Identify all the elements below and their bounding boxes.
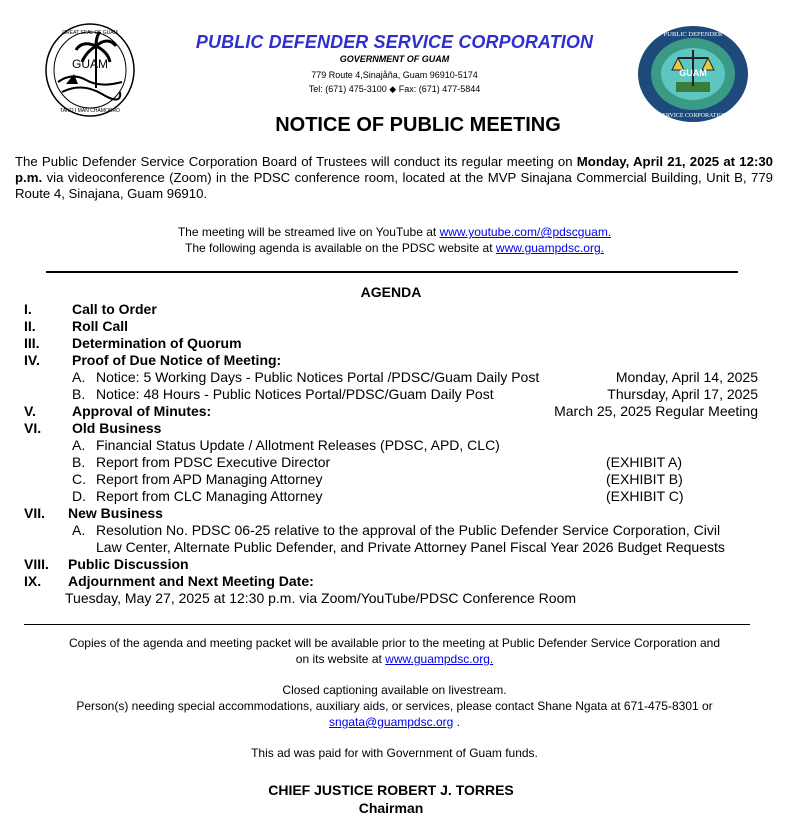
divider-bottom <box>24 624 750 625</box>
agenda-right-value: Thursday, April 17, 2025 <box>607 386 758 402</box>
page-title: NOTICE OF PUBLIC MEETING <box>275 114 561 136</box>
captioning-text: Closed captioning available on livestream. <box>282 683 507 697</box>
stream-line-2 <box>0 240 789 256</box>
agenda-row <box>24 420 764 437</box>
agenda-available-text: The following agenda is available on the PDSC website at <box>185 241 496 255</box>
agenda-row <box>24 386 764 403</box>
agenda-item-label: Old Business <box>72 420 162 436</box>
agenda-item-label: Determination of Quorum <box>72 335 242 351</box>
copies-text: on its website at <box>295 652 386 666</box>
email-line <box>0 714 789 730</box>
copies-line-1: Copies of the agenda and meeting packet will be available prior to the meeting at Public Defender Service Corporation and <box>68 636 721 650</box>
signature-role: Chairman <box>358 800 424 816</box>
agenda-item-label: New Business <box>68 505 163 521</box>
agenda-subitem-letter: B. <box>72 386 86 402</box>
agenda-title: AGENDA <box>360 284 422 300</box>
agenda-subitem-text: Resolution No. PDSC 06-25 relative to the approval of the Public Defender Service Corporation, Civil <box>96 522 721 538</box>
exhibit-label: (EXHIBIT C) <box>606 488 684 504</box>
meeting-date: Monday, April 21, 2025 at 12:30 p.m. <box>15 154 774 185</box>
divider-top <box>46 271 738 273</box>
agenda-item-number: IX. <box>24 573 42 589</box>
agenda-row <box>24 403 764 420</box>
email-trailing: . <box>453 715 460 729</box>
stream-text: The meeting will be streamed live on YouTube at <box>177 225 440 239</box>
funding-note: This ad was paid for with Government of Guam funds. <box>251 746 538 760</box>
contact-email-link[interactable]: sngata@guampdsc.org <box>329 715 454 729</box>
agenda-row <box>24 301 764 318</box>
agenda-item-label: Approval of Minutes: <box>72 403 212 419</box>
agenda-item-number: V. <box>24 403 36 419</box>
youtube-link[interactable]: www.youtube.com/@pdscguam. <box>439 225 612 239</box>
agenda-item-number: II. <box>24 318 36 334</box>
exhibit-label: (EXHIBIT B) <box>606 471 683 487</box>
exhibit-label: (EXHIBIT A) <box>606 454 682 470</box>
agenda-item-number: VI. <box>24 420 42 436</box>
stream-info <box>0 224 789 256</box>
agenda-subitem-letter: C. <box>72 471 86 487</box>
agenda-item-number: VII. <box>24 505 46 521</box>
address: 779 Route 4,Sinajåña, Guam 96910-5174 <box>311 70 478 80</box>
stream-line-1 <box>0 224 789 240</box>
agenda-row-continuation <box>24 539 764 556</box>
agenda-item-label: Call to Order <box>72 301 157 317</box>
accessibility-note <box>0 682 789 730</box>
agenda-item-label: Adjournment and Next Meeting Date: <box>68 573 314 589</box>
agenda-subitem-text: Report from APD Managing Attorney <box>96 471 323 487</box>
agenda-subitem-text: Notice: 48 Hours - Public Notices Portal/PDSC/Guam Daily Post <box>96 386 494 402</box>
agenda-subitem-letter: A. <box>72 522 86 538</box>
agenda-subitem-text: Report from PDSC Executive Director <box>96 454 331 470</box>
agenda-subitem-letter: B. <box>72 454 86 470</box>
agenda-row <box>24 318 764 335</box>
agenda-row <box>24 556 764 573</box>
accommodations-text: Person(s) needing special accommodations, auxiliary aids, or services, please contact Shane Ngata at 671-475-8301 or <box>76 699 713 713</box>
copies-note <box>0 635 789 667</box>
copies-line-2 <box>0 651 789 667</box>
agenda-row <box>24 369 764 386</box>
agenda-row <box>24 590 764 607</box>
agenda-item-label: Roll Call <box>72 318 129 334</box>
phone-fax: Tel: (671) 475-3100 ◆ Fax: (671) 477-5844 <box>308 84 481 94</box>
intro-part2: via videoconference (Zoom) in the PDSC conference room, located at the MVP Sinajana Commercial Building, Unit B, 779 Route 4, Sinajana, Guam 96910. <box>15 170 773 201</box>
next-meeting-text: Tuesday, May 27, 2025 at 12:30 p.m. via Zoom/YouTube/PDSC Conference Room <box>65 590 577 606</box>
agenda-item-label: Public Discussion <box>68 556 189 572</box>
agenda-row <box>24 454 764 471</box>
agenda-subitem-text: Notice: 5 Working Days - Public Notices Portal /PDSC/Guam Daily Post <box>96 369 540 385</box>
agenda-row <box>24 505 764 522</box>
agenda-row <box>24 335 764 352</box>
agenda-right-value: March 25, 2025 Regular Meeting <box>554 403 758 419</box>
agenda-row <box>24 471 764 488</box>
right-seal-center-text: GUAM <box>679 68 707 78</box>
agenda-row <box>24 488 764 505</box>
agenda-subitem-letter: A. <box>72 369 86 385</box>
agenda-item-number: VIII. <box>24 556 49 572</box>
org-name: PUBLIC DEFENDER SERVICE CORPORATION <box>195 32 594 52</box>
agenda-subitem-letter: A. <box>72 437 86 453</box>
agenda-row <box>24 437 764 454</box>
agenda-item-number: IV. <box>24 352 40 368</box>
government-label: GOVERNMENT OF GUAM <box>339 54 450 64</box>
website-link[interactable]: www.guampdsc.org. <box>495 241 604 255</box>
agenda-subitem-text: Financial Status Update / Allotment Releases (PDSC, APD, CLC) <box>96 437 500 453</box>
agenda-row <box>24 352 764 369</box>
seal-center-text: GUAM <box>72 57 108 71</box>
intro-part1: The Public Defender Service Corporation Board of Trustees will conduct its regular meeting on <box>15 154 577 169</box>
agenda-item-label: Proof of Due Notice of Meeting: <box>72 352 282 368</box>
footer-website-link[interactable]: www.guampdsc.org. <box>385 652 494 666</box>
right-seal-bottom-text: SERVICE CORPORATION <box>658 113 728 119</box>
agenda-right-value: Monday, April 14, 2025 <box>615 369 758 385</box>
right-seal-top-text: PUBLIC DEFENDER <box>663 31 723 38</box>
agenda-row <box>24 573 764 590</box>
agenda-subitem-text: Report from CLC Managing Attorney <box>96 488 323 504</box>
agenda-item-number: III. <box>24 335 40 351</box>
signature-name: CHIEF JUSTICE ROBERT J. TORRES <box>268 782 514 798</box>
agenda-subitem-text-continued: Law Center, Alternate Public Defender, and Private Attorney Panel Fiscal Year 2026 Budget Requests <box>96 539 725 555</box>
seal-bottom-text: TANO I MAN CHAMORRO <box>60 108 120 114</box>
seal-top-text: GREAT SEAL OF GUAM <box>62 30 118 36</box>
agenda-row <box>24 522 764 539</box>
intro-paragraph <box>15 154 773 202</box>
agenda-item-number: I. <box>24 301 32 317</box>
agenda-subitem-letter: D. <box>72 488 86 504</box>
